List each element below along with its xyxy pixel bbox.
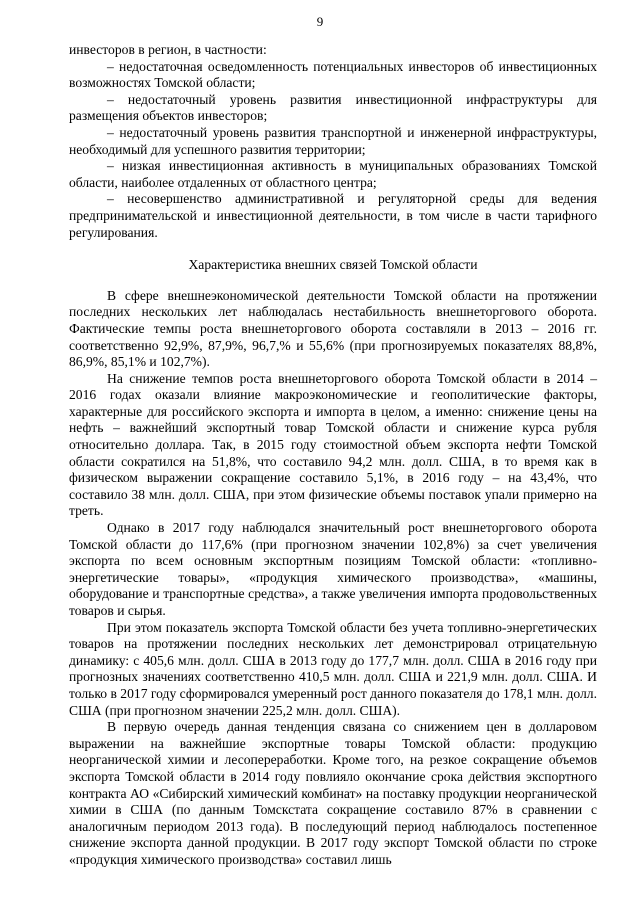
bullet-item: – недостаточная осведомленность потенциальных инвесторов об инвестиционных возможностях Томской области; xyxy=(69,58,597,91)
page-number: 9 xyxy=(316,14,324,29)
body-paragraph: При этом показатель экспорта Томской области без учета топливно-энергетических товаров на протяжении последних нескольких лет демонстрировал отрицательную динамику: с 405,6 млн. долл. США в 2013 году до 177,7 млн. долл. США в 2016 году при прогнозных значениях соответственно 410,5 млн. долл. США и 221,9 млн. долл. США. И только в 2017 году сформировался умеренный рост данного показателя до 178,1 млн. долл. США (при прогнозном значении 225,2 млн. долл. США). xyxy=(69,619,597,718)
bullet-item: – низкая инвестиционная активность в муниципальных образованиях Томской области, наиболее отдаленных от областного центра; xyxy=(69,158,597,190)
bullet-item: – недостаточный уровень развития инвестиционной инфраструктуры для размещения объектов инвесторов; xyxy=(69,91,597,124)
body-paragraph: В сфере внешнеэкономической деятельности Томской области на протяжении последних нескольких лет наблюдалась нестабильность внешнеторгового оборота. Фактические темпы роста внешнеторгового оборота составляли в 2013 – 2016 гг. соответственно 92,9%, 87,9%, 96,7,% и 55,6% (при прогнозируемых показателях 88,8%, 86,9%, 85,1% и 102,7%). xyxy=(69,287,597,370)
section-title: Характеристика внешних связей Томской области xyxy=(188,257,478,273)
body-paragraph: Однако в 2017 году наблюдался значительный рост внешнеторгового оборота Томской области до 117,6% (при прогнозном значении 102,8%) за счет увеличения экспорта по всем основным экспортным позициям Томской области: «топливно-энергетические товары», «продукция химического производства», «машины, оборудование и транспортные средства», а также увеличения импорта продовольственных товаров и сырья. xyxy=(69,520,597,618)
body-paragraph: На снижение темпов роста внешнеторгового оборота Томской области в 2014 – 2016 годах оказали влияние макроэкономические и геополитические факторы, характерные для российского экспорта и импорта в целом, а именно: снижение цены на нефть – важнейший экспортный товар Томской области и снижение курса рубля относительно доллара. Так, в 2015 году стоимостной объем экспорта нефти Томской области сократился на 51,8%, что составило 94,2 млн. долл. США, в то время как в физическом выражении сокращение составило 5,1%, в 2016 году – на 43,4%, что составило 38 млн. долл. США, при этом физические объемы поставок упали примерно на треть. xyxy=(69,370,597,519)
document-body xyxy=(69,42,597,869)
bullet-item: – несовершенство административной и регуляторной среды для ведения предпринимательской и инвестиционной деятельности, в том числе в части тарифного регулирования. xyxy=(69,191,597,240)
bullet-item: – недостаточный уровень развития транспортной и инженерной инфраструктуры, необходимый для успешного развития территории; xyxy=(69,124,597,157)
body-paragraph: В первую очередь данная тенденция связана со снижением цен в долларовом выражении на важнейшие экспортные товары Томской области: продукцию неорганической химии и лесопереработки. Кроме того, на резкое сокращение объемов экспорта Томской области в 2014 году повлияло окончание срока действия экспортного контракта АО «Сибирский химический комбинат» на поставку продукции неорганической химии в США (по данным Томскстата сокращение составило 87% в сравнении с аналогичным периодом 2013 года). В последующий период наблюдалось постепенное снижение экспорта данной продукции. В 2017 году экспорт Томской области по строке «продукция химического производства» составил лишь xyxy=(69,719,597,867)
intro-line: инвесторов в регион, в частности: xyxy=(69,42,267,57)
